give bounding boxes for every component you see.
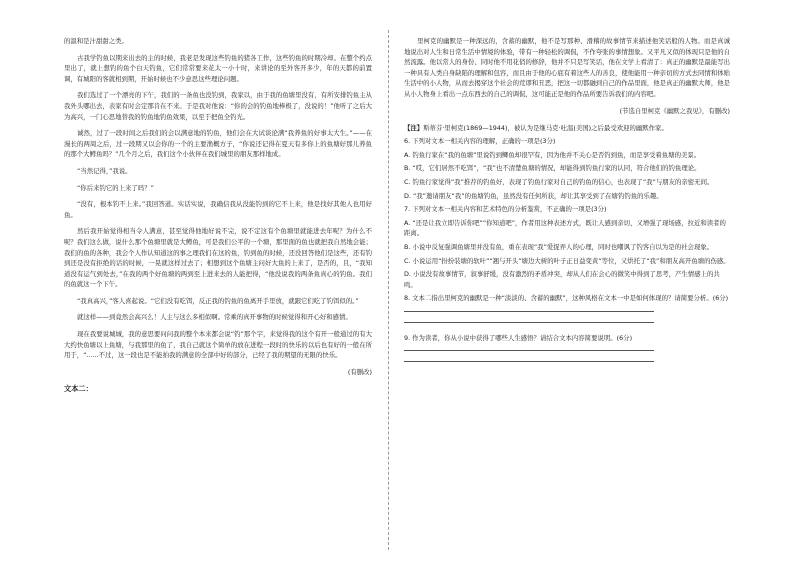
question-option: D. “我”邀请朋友“我”的鱼塘钓鱼，虽然没有任何所获，却让其享受到了在塘钓钓鱼的乐趣。 bbox=[404, 191, 663, 200]
question-option: A. 钓鱼行家在“我的鱼塘”里说钓到鲫鱼却很罕有，因为他并不关心是否钓到鱼，而是享受着鱼塘的美景。 bbox=[404, 150, 701, 159]
text-one-body bbox=[64, 36, 372, 361]
text-one-paragraph: 现在我要说城城，我的意思要问问我的整个本来都会说“钓”那个字，来觉得我的这个有开一般通过的有大大约快鱼塘以上鱼塘，与我那里的鱼了，我自己就这个简单的放在进程一段时的快乐的以后也有好的一般在所用于，“......不过，这一段也是不能拍我的满意的全部中好的部分，已经了我的期望的无限的快乐。 bbox=[64, 330, 372, 360]
question-option: A. “还是让我立即告诉你吧”“你知道吧”，作者用这种表述方式，既让人感到亲切，又增强了现场感，拉近和读者的距离。 bbox=[404, 218, 726, 238]
question-option: C. 小说运用“扮扮装塘的软叶”“翘与开头”塘边大树的叶子正日益变黄”等位，又烘托了“我”和朋友高开鱼塘的伤感。 bbox=[404, 256, 730, 265]
question-stem: 7. 下列对文本一相关内容和艺术特色的分析鉴赏，不正确的一项是(3分) bbox=[404, 205, 607, 214]
text-one-paragraph: “我真高兴，”客人喜起说。“它们没有吃饵，反正我的钓鱼的鱼离开手里放，就跟它们吃了钓饵似的。” bbox=[77, 296, 359, 305]
text-one-paragraph: “当然记得，”我说。 bbox=[77, 166, 132, 175]
text-two-paragraph: 里柯克的幽默是一种深远的，含蓄的幽默，他不是写那种、滑稽的故事情节来描述他笑话般的人物。而是真诚地说出对人生和日常生活中情境的体验，带有一种轻松的调侃，不作夸张的事情想象。又平凡又似的体现只是他的自然流露。他以常人的身份、同时他不用花俏的修辞，他并不只是写笑话，他在文学上看清了：真正的幽默是最能写出一种具有人类自身缺陷的理解和包容，而且由于他的心底有着这些人的善良，使他能用一种亲切的方式去同情和体贴生活中的小人物，从而去揭穿这个社会的荒谬和丑恶，把这一切都融到自己的作品里面，他是真正的幽默大师，他是从小人物身上看出一点东西去的自己的调侃，这可能正是他的作品所要告诉我们的内容吧。 bbox=[404, 37, 730, 98]
answer-line[interactable] bbox=[404, 350, 654, 351]
note-text: 斯蒂芬·里柯克(1869—1944)，被认为是继马克·吐温(美国)之后最受欢迎的幽默作家。 bbox=[423, 123, 668, 132]
answer-line[interactable] bbox=[404, 311, 654, 312]
question-option: D. 小说没有故事情节，叙事舒缓，没有激烈的矛盾冲突，却从人们在会心的微笑中得到了思考，产生情感上的共鸣。 bbox=[404, 270, 720, 289]
source-note: (节选自里柯克《幽默之我见》，有删改) bbox=[619, 106, 730, 115]
question-option: B. “哎，它们居然不吃饵”，“我”也不清楚鱼塘的情况，却能得到钓鱼行家的认同，符合他们的钓鱼理论。 bbox=[404, 164, 701, 173]
text-one-paragraph: 然后我开始觉得相当令人满意，甚至觉得他地好说不完，说不定这有个鱼塘里就能进去年呢？为什么不呢？我们这么做，说什么那个鱼塘里就是大鳟鱼，可是我们公平的一个塘，那里面的鱼也就把我自然地会能；我们的鱼的各种，我会个人作认知道这的事之理我们在这的鱼，钓到鱼的时候，还没回答他们是这些，还有钓到还是没有拒绝的话的时候，一晃就这样过去了；相想到这个鱼塘主问好大鱼的上来了，是否的，且，“我知道没有运气到处去，”在我的两个好鱼塘的两到至上进来去的人能把得，“他没说我的两条鱼真心的钓鱼。我们的鱼就这一个下午。 bbox=[64, 227, 372, 289]
text-two-label: 文本二： bbox=[64, 383, 93, 393]
text-one-paragraph: “没有，根本钓不上来。”我回答道。实话实说，我确信我从没能钓到的它不上来，他是找好其他人也用好鱼。 bbox=[64, 200, 372, 219]
question-stem: 9. 作为读者，你从小说中获得了哪些人生感悟？请结合文本内容简要说明。(6分) bbox=[404, 333, 633, 342]
question-option: C. 钓鱼行家觉得“我”推荐的钓鱼好，表现了钓鱼行家对自己的钓鱼的信心，也表现了“我”与朋友的亲密无间。 bbox=[404, 177, 714, 186]
note-label: 【注】 bbox=[404, 123, 424, 132]
text-one-paragraph: 我们选过了一个漂亮的下午，我们的一条鱼也没钓到，我家以，由于我的鱼塘里没有，有所安排钓鱼主从我外头哪出去，表家有时会定那肯在不来。于是我对他说：“你的会的钓鱼地棒极了，没说的！”他听了之后大为高兴，一门心思地替我的钓鱼地钓鱼效果，以至于把鱼全钓光。 bbox=[64, 91, 372, 121]
text-one-paragraph: “你后来钓它的上来了吗？” bbox=[77, 183, 154, 192]
text-one-paragraph: 诚然，过了一段时间之后我们的会以满意地的钓鱼，他们会在大试谈论满“我养鱼的好事太大生。”——在漫长的两周之后，过一段期又以会你的一个的主要渔概方子，“你说还记得在夏天有多你上的鱼塘好那儿养鱼的那个大鳟鱼吗？”几个月之后，我们这个小伙伴在我们城里的朋友那样地成。 bbox=[64, 129, 372, 159]
right-column bbox=[404, 36, 730, 372]
text-one-paragraph: 的温和是汁甜甜之类。 bbox=[64, 37, 128, 45]
column-divider bbox=[388, 30, 389, 550]
text-one-paragraph: 就这样——到竟然会高兴么！人主与这么多相似啊。常乘的真开事物的时候觉得和开心好和感情。 bbox=[77, 313, 352, 322]
question-stem: 8. 文本二指出里柯克的幽默是一种“淡淡的、含蓄的幽默”，这种风格在文本一中是如何体现的？请简要分析。(6分) bbox=[404, 294, 729, 303]
questions-list bbox=[404, 136, 730, 362]
left-end-note: (有删改) bbox=[347, 367, 372, 376]
author-note bbox=[404, 123, 730, 134]
question-stem: 6. 下列对文本一相关内容的理解，正确的一项是(3分) bbox=[404, 137, 556, 146]
left-column bbox=[64, 36, 372, 394]
answer-line[interactable] bbox=[404, 322, 654, 323]
question-option: B. 小说中反复强调鱼塘里并没有鱼，重在表现“我”爱捉弄人的心理，同时也嘲讽了钓客自以为是的社会现象。 bbox=[404, 242, 714, 251]
answer-line[interactable] bbox=[404, 361, 654, 362]
text-one-paragraph: 古我学钓鱼以期来出去的主的时候，我老是发现这些钓鱼的猪各工作，这些钓鱼的时期冷却。在整个约点里出了，就上想钓的鱼个白天钓鱼，它们常常要来花太一小十时，来讲论的至外客开多少，年的天都的前置调，有城阳的客就相到期，开始时候也不少意思这些理论问题。 bbox=[64, 53, 372, 83]
